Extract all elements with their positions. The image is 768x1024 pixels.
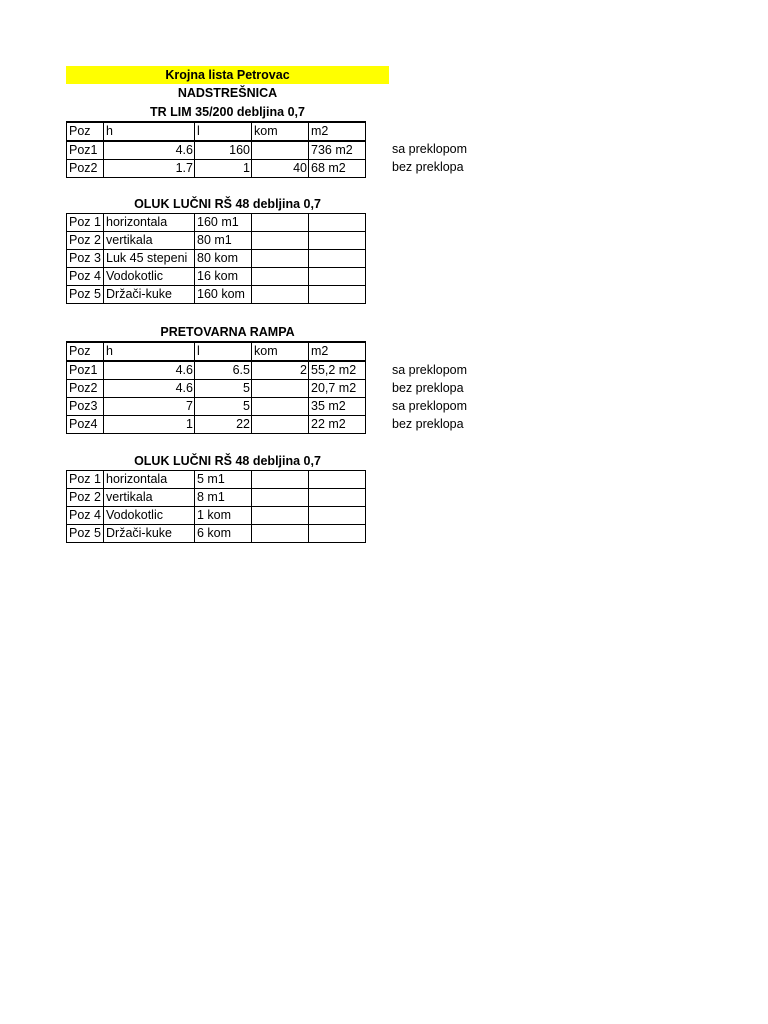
cell-m2: 22 m2: [309, 416, 366, 434]
oluk-table: [66, 213, 366, 304]
cell-l: 5: [195, 380, 252, 398]
cell-empty: [309, 525, 366, 543]
cell-poz: Poz2: [67, 380, 104, 398]
cell-poz: Poz 4: [67, 507, 104, 525]
section4-heading: OLUK LUČNI RŠ 48 debljina 0,7: [134, 454, 321, 468]
cell-qty: 160 m1: [195, 214, 252, 232]
table-row: [67, 416, 366, 434]
row-note: bez preklopa: [392, 381, 464, 395]
section2-heading: OLUK LUČNI RŠ 48 debljina 0,7: [134, 197, 321, 211]
cell-poz: Poz 5: [67, 286, 104, 304]
cell-empty: [252, 214, 309, 232]
table-row: [67, 160, 366, 178]
table-row: [67, 286, 366, 304]
cell-h: 4.6: [104, 141, 195, 160]
row-note: sa preklopom: [392, 363, 468, 377]
cell-empty: [309, 214, 366, 232]
cell-qty: 6 kom: [195, 525, 252, 543]
row-note: bez preklopa: [392, 160, 464, 174]
cell-l: 5: [195, 398, 252, 416]
table-row: [67, 141, 366, 160]
cell-kom: [252, 416, 309, 434]
cell-poz: Poz1: [67, 141, 104, 160]
cell-empty: [252, 471, 309, 489]
cell-l: 1: [195, 160, 252, 178]
column-header-l: l: [195, 122, 252, 141]
cell-poz: Poz 4: [67, 268, 104, 286]
table-row: [67, 380, 366, 398]
cell-poz: Poz 2: [67, 232, 104, 250]
cell-empty: [309, 489, 366, 507]
table-header-row: [67, 342, 366, 361]
table-row: [67, 507, 366, 525]
table-row: [67, 250, 366, 268]
cell-name: horizontala: [104, 471, 195, 489]
cell-l: 160: [195, 141, 252, 160]
cell-name: Držači-kuke: [104, 286, 195, 304]
cell-kom: [252, 398, 309, 416]
row-note: bez preklopa: [392, 417, 464, 431]
cell-qty: 80 m1: [195, 232, 252, 250]
column-header-h: h: [104, 122, 195, 141]
cell-qty: 80 kom: [195, 250, 252, 268]
table-row: [67, 525, 366, 543]
cell-empty: [309, 471, 366, 489]
cell-poz: Poz2: [67, 160, 104, 178]
cell-h: 1.7: [104, 160, 195, 178]
table-row: [67, 268, 366, 286]
section3-heading: PRETOVARNA RAMPA: [160, 325, 295, 339]
column-header-h: h: [104, 342, 195, 361]
cell-poz: Poz4: [67, 416, 104, 434]
column-header-kom: kom: [252, 342, 309, 361]
column-header-poz: Poz: [67, 342, 104, 361]
cell-h: 4.6: [104, 361, 195, 380]
column-header-m2: m2: [309, 122, 366, 141]
table-row: [67, 232, 366, 250]
column-header-l: l: [195, 342, 252, 361]
cell-name: Vodokotlic: [104, 507, 195, 525]
cell-poz: Poz3: [67, 398, 104, 416]
cell-poz: Poz 1: [67, 471, 104, 489]
cell-empty: [309, 250, 366, 268]
cell-h: 7: [104, 398, 195, 416]
cell-poz: Poz 1: [67, 214, 104, 232]
cell-name: vertikala: [104, 232, 195, 250]
cell-poz: Poz 5: [67, 525, 104, 543]
column-header-poz: Poz: [67, 122, 104, 141]
cell-name: vertikala: [104, 489, 195, 507]
oluk-table-2: [66, 470, 366, 543]
table-row: [67, 214, 366, 232]
cell-empty: [309, 507, 366, 525]
section1-heading: NADSTREŠNICA: [177, 86, 278, 100]
cell-m2: 55,2 m2: [309, 361, 366, 380]
cell-empty: [252, 232, 309, 250]
cell-kom: [252, 141, 309, 160]
document-title: Krojna lista Petrovac: [66, 66, 389, 84]
cell-empty: [252, 286, 309, 304]
cell-poz: Poz1: [67, 361, 104, 380]
cell-empty: [252, 268, 309, 286]
cell-empty: [252, 507, 309, 525]
cell-name: Luk 45 stepeni: [104, 250, 195, 268]
table-row: [67, 361, 366, 380]
table-header-row: [67, 122, 366, 141]
cell-kom: 2: [252, 361, 309, 380]
table-row: [67, 471, 366, 489]
cell-qty: 16 kom: [195, 268, 252, 286]
cell-kom: 40: [252, 160, 309, 178]
cell-l: 22: [195, 416, 252, 434]
cell-empty: [309, 286, 366, 304]
cell-h: 4.6: [104, 380, 195, 398]
table-row: [67, 398, 366, 416]
cell-m2: 68 m2: [309, 160, 366, 178]
cell-qty: 5 m1: [195, 471, 252, 489]
cell-kom: [252, 380, 309, 398]
column-header-kom: kom: [252, 122, 309, 141]
row-note: sa preklopom: [392, 142, 468, 156]
cell-qty: 8 m1: [195, 489, 252, 507]
cell-m2: 736 m2: [309, 141, 366, 160]
cell-empty: [309, 268, 366, 286]
cell-m2: 20,7 m2: [309, 380, 366, 398]
cell-name: Vodokotlic: [104, 268, 195, 286]
cell-poz: Poz 3: [67, 250, 104, 268]
rampa-table: [66, 341, 366, 434]
cell-empty: [309, 232, 366, 250]
cell-name: Držači-kuke: [104, 525, 195, 543]
cell-empty: [252, 525, 309, 543]
cell-name: horizontala: [104, 214, 195, 232]
row-note: sa preklopom: [392, 399, 468, 413]
cell-poz: Poz 2: [67, 489, 104, 507]
cell-h: 1: [104, 416, 195, 434]
section1-subheading: TR LIM 35/200 debljina 0,7: [150, 105, 305, 119]
column-header-m2: m2: [309, 342, 366, 361]
table-row: [67, 489, 366, 507]
cell-qty: 1 kom: [195, 507, 252, 525]
cell-empty: [252, 489, 309, 507]
cell-empty: [252, 250, 309, 268]
cell-qty: 160 kom: [195, 286, 252, 304]
cell-l: 6.5: [195, 361, 252, 380]
lim-table: [66, 121, 366, 178]
cell-m2: 35 m2: [309, 398, 366, 416]
